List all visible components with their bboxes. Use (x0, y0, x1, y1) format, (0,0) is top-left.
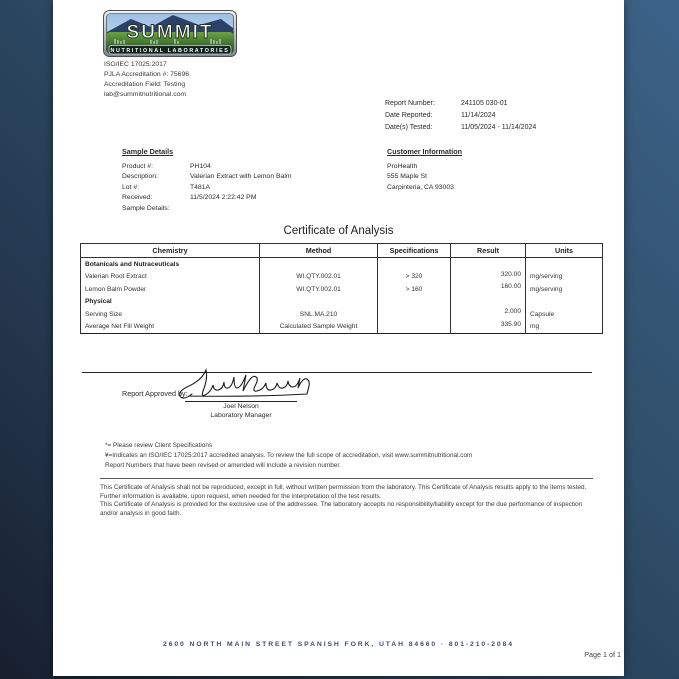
analyte-units: mg (526, 321, 603, 334)
signer-title: Laboratory Manager (210, 412, 272, 419)
horizontal-divider (82, 372, 592, 373)
footnote-client-specs: *= Please review Client Specifications (105, 442, 213, 449)
iso-accreditation-line: ISO/IEC 17025:2017 (104, 61, 167, 68)
customer-city: Carpinteria, CA 93003 (387, 183, 454, 191)
table-row (81, 308, 603, 321)
product-label: Product #: (122, 162, 153, 170)
dates-tested-value: 11/05/2024 - 11/14/2024 (461, 124, 537, 131)
analyte-method: WI.QTY.002.01 (260, 283, 378, 296)
analyte-method: WI.QTY.002.01 (260, 271, 378, 284)
report-number-label: Report Number: (385, 100, 435, 107)
disclaimer-paragraph-2: This Certificate of Analysis is provided for the exclusive use of the addressee. The laboratory accepts no responsibility/liability except for the due performance of inspection and/or analysis in good faith. (100, 501, 583, 517)
description-row (122, 172, 292, 183)
logo-brand-text: SUMMIT (126, 22, 214, 43)
analyte-name: Serving Size (81, 308, 260, 321)
lot-value: T481A (190, 183, 211, 191)
signer-name: Joel Nelson (223, 403, 259, 410)
horizontal-divider (100, 478, 593, 479)
analyte-spec (378, 308, 451, 321)
footnotes-block (105, 441, 472, 471)
customer-street: 555 Maple St (387, 173, 428, 180)
summit-logo-icon (103, 10, 237, 57)
disclaimer-block (100, 484, 597, 518)
certificate-document (53, 0, 624, 676)
report-number-row (385, 98, 536, 110)
accreditation-block (104, 60, 189, 100)
page-indicator: Page 1 of 1 (584, 650, 621, 659)
analyte-spec (378, 321, 451, 334)
sample-details-heading: Sample Details (122, 147, 174, 156)
analyte-spec: > 160 (378, 283, 451, 296)
analyte-units: mg/serving (526, 271, 603, 284)
analyte-units: Capsule (526, 308, 603, 321)
table-row (81, 271, 603, 284)
report-approved-label: Report Approved by: (122, 389, 188, 398)
table-header-row (81, 244, 603, 258)
results-table (80, 243, 602, 334)
customer-info-heading: Customer Information (387, 147, 463, 156)
product-value: PH104 (190, 162, 211, 170)
analyte-name: Lemon Balm Powder (81, 283, 260, 296)
analyte-method: SNL.MA.210 (260, 308, 378, 321)
header-method: Method (260, 244, 378, 258)
logo-tagline-text: NUTRITIONAL LABORATORIES (110, 47, 230, 54)
header-units: Units (526, 244, 603, 258)
analyte-result: 335.90 (451, 321, 526, 334)
dates-tested-row (385, 122, 536, 134)
analyte-method: Calculated Sample Weight (260, 321, 378, 334)
disclaimer-paragraph-1: This Certificate of Analysis shall not be reproduced, except in full, without written permission from the laboratory. This Certificate of Analysis results apply to the items tested. Further information is available, upon request, when needed for the interpretation of the test results. (100, 484, 587, 500)
signature-line (185, 401, 297, 402)
section-label: Physical (81, 296, 260, 309)
sample-details-extra-label: Sample Details: (122, 205, 170, 212)
pjla-accreditation-line: PJLA Accreditation #: 75696 (104, 71, 190, 78)
table-row (81, 283, 603, 296)
description-label: Description: (122, 173, 158, 180)
date-reported-row (385, 110, 536, 122)
analyte-name: Valerian Root Extract (81, 271, 260, 284)
received-label: Received: (122, 194, 153, 201)
received-value: 11/5/2024 2:22:42 PM (190, 194, 257, 201)
product-row (122, 162, 292, 173)
report-info-block (385, 98, 536, 134)
dates-tested-label: Date(s) Tested: (385, 124, 433, 131)
description-value: Valerian Extract with Lemon Balm (190, 173, 292, 180)
lab-address-footer: 2600 NORTH MAIN STREET SPANISH FORK, UTAH 84660 · 801-210-2084 (163, 641, 514, 648)
certificate-title: Certificate of Analysis (283, 225, 394, 237)
table-row (81, 296, 603, 309)
header-chemistry: Chemistry (81, 244, 260, 258)
footnote-revision: Report Numbers that have been revised or amended will include a revision number. (105, 462, 341, 469)
customer-name: ProHealth (387, 162, 418, 170)
lot-label: Lot #: (122, 183, 140, 191)
header-result: Result (451, 244, 526, 258)
received-row (122, 193, 292, 204)
lab-email: lab@summitnutritional.com (104, 91, 187, 98)
analyte-spec: > 320 (378, 271, 451, 284)
date-reported-value: 11/14/2024 (461, 112, 496, 119)
customer-info-block (387, 147, 462, 193)
analyte-result: 2.000 (451, 308, 526, 321)
analyte-result: 320.00 (451, 271, 526, 284)
analyte-name: Average Net Fill Weight (81, 321, 260, 334)
table-row (81, 321, 603, 334)
report-number-value: 241105 030-01 (461, 100, 508, 107)
analyte-units: mg/serving (526, 283, 603, 296)
accreditation-field-line: Accreditation Field: Testing (104, 81, 186, 88)
date-reported-label: Date Reported: (385, 112, 433, 119)
section-label: Botanicals and Nutraceuticals (81, 258, 260, 271)
summit-logo (103, 10, 237, 57)
table-row (81, 258, 603, 271)
header-specifications: Specifications (378, 244, 451, 258)
footnote-accredited-analysis: ¥=Indicates an ISO/IEC 17025:2017 accredited analysis. To review the full scope of accreditation, visit www.summitnutritional.com (105, 452, 473, 459)
lot-row (122, 183, 292, 194)
analyte-result: 160.00 (451, 283, 526, 296)
sample-details-block (122, 147, 292, 204)
